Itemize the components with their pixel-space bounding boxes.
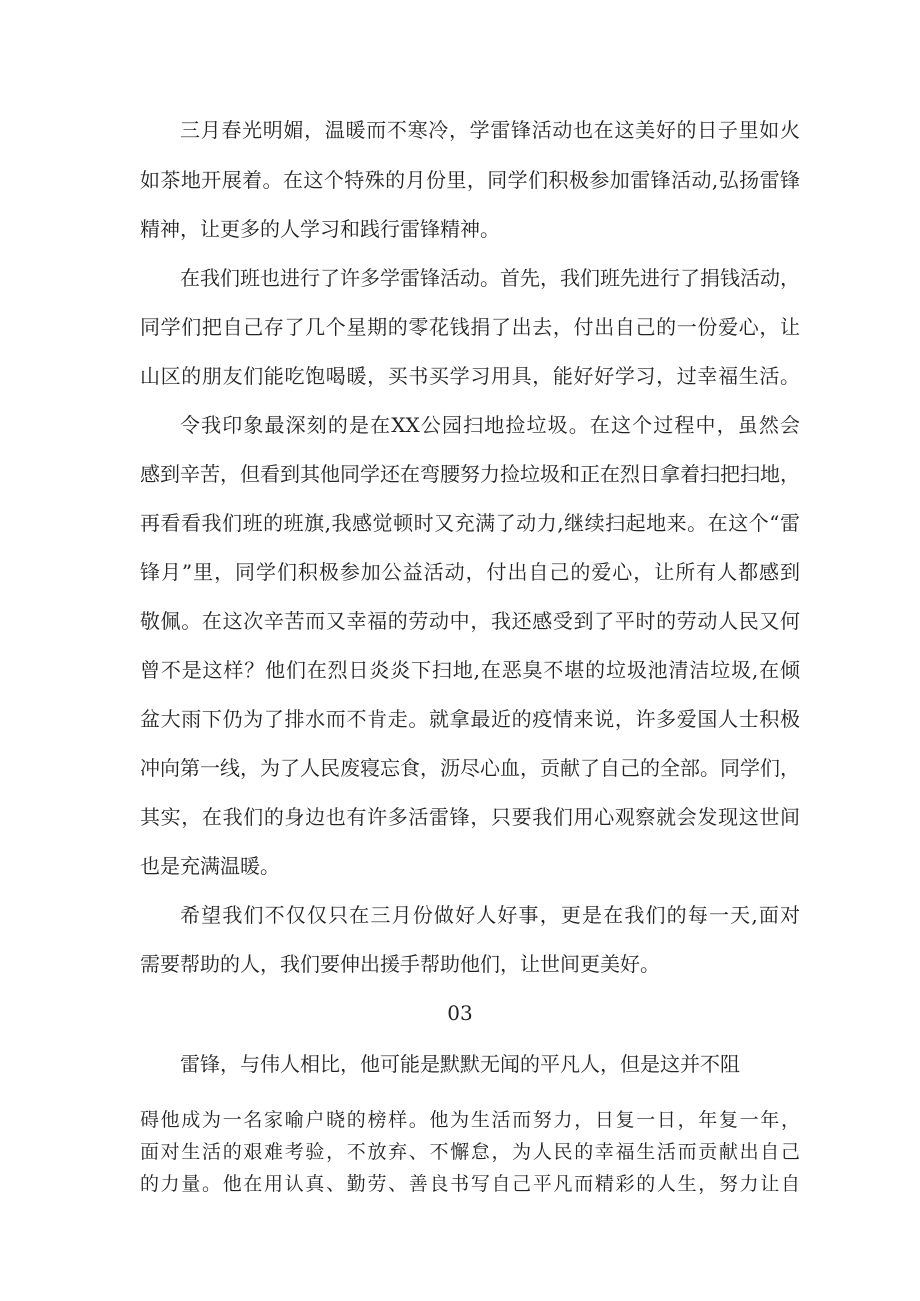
paragraph-3-line-5: 敬佩。在这次辛苦而又幸福的劳动中，我还感受到了平时的劳动人民又何 — [140, 609, 800, 633]
paragraph-3-line-7: 盆大雨下仍为了排水而不肯走。就拿最近的疫情来说，许多爱国人士积极 — [140, 707, 800, 731]
paragraph-1-line-3: 精神，让更多的人学习和践行雷锋精神。 — [140, 217, 500, 241]
section-paragraph-first-line: 雷锋，与伟人相比，他可能是默默无闻的平凡人，但是这并不阻 — [180, 1052, 740, 1076]
paragraph-2-line-1: 在我们班也进行了许多学雷锋活动。首先，我们班先进行了捐钱活动， — [180, 266, 800, 290]
paragraph-3-line-10: 也是充满温暖。 — [140, 854, 280, 878]
paragraph-1-line-2: 如茶地开展着。在这个特殊的月份里，同学们积极参加雷锋活动,弘扬雷锋 — [140, 168, 800, 192]
paragraph-3-line-3: 再看看我们班的班旗,我感觉顿时又充满了动力,继续扫起地来。在这个“雷 — [140, 511, 800, 535]
paragraph-1-line-1: 三月春光明媚，温暖而不寒冷，学雷锋活动也在这美好的日子里如火 — [180, 118, 800, 142]
paragraph-3-line-1: 令我印象最深刻的是在XX公园扫地捡垃圾。在这个过程中，虽然会 — [180, 413, 800, 437]
section-number: 03 — [447, 1001, 473, 1025]
paragraph-3-line-6: 曾不是这样？他们在烈日炎炎下扫地,在恶臭不堪的垃圾池清洁垃圾,在倾 — [140, 658, 800, 682]
paragraph-3-line-4: 锋月”里，同学们积极参加公益活动，付出自己的爱心，让所有人都感到 — [140, 560, 800, 584]
paragraph-2-line-2: 同学们把自己存了几个星期的零花钱捐了出去，付出自己的一份爱心，让 — [140, 315, 800, 339]
paragraph-3-line-9: 其实，在我们的身边也有许多活雷锋，只要我们用心观察就会发现这世间 — [140, 805, 800, 829]
section-paragraph-line-3: 的力量。他在用认真、勤劳、善良书写自己平凡而精彩的人生，努力让自 — [140, 1173, 800, 1195]
paragraph-3-line-2: 感到辛苦，但看到其他同学还在弯腰努力捡垃圾和正在烈日拿着扫把扫地， — [140, 462, 800, 486]
paragraph-4-line-1: 希望我们不仅仅只在三月份做好人好事，更是在我们的每一天,面对 — [180, 903, 800, 927]
section-paragraph-line-1: 碍他成为一名家喻户晓的榜样。他为生活而努力，日复一日，年复一年， — [140, 1109, 800, 1131]
paragraph-4-line-2: 需要帮助的人，我们要伸出援手帮助他们，让世间更美好。 — [140, 952, 660, 976]
paragraph-2-line-3: 山区的朋友们能吃饱喝暖，买书买学习用具，能好好学习，过幸福生活。 — [140, 364, 800, 388]
paragraph-3-line-8: 冲向第一线，为了人民废寝忘食，沥尽心血，贡献了自己的全部。同学们， — [140, 756, 800, 780]
section-paragraph-line-2: 面对生活的艰难考验，不放弃、不懈怠，为人民的幸福生活而贡献出自己 — [140, 1141, 800, 1163]
